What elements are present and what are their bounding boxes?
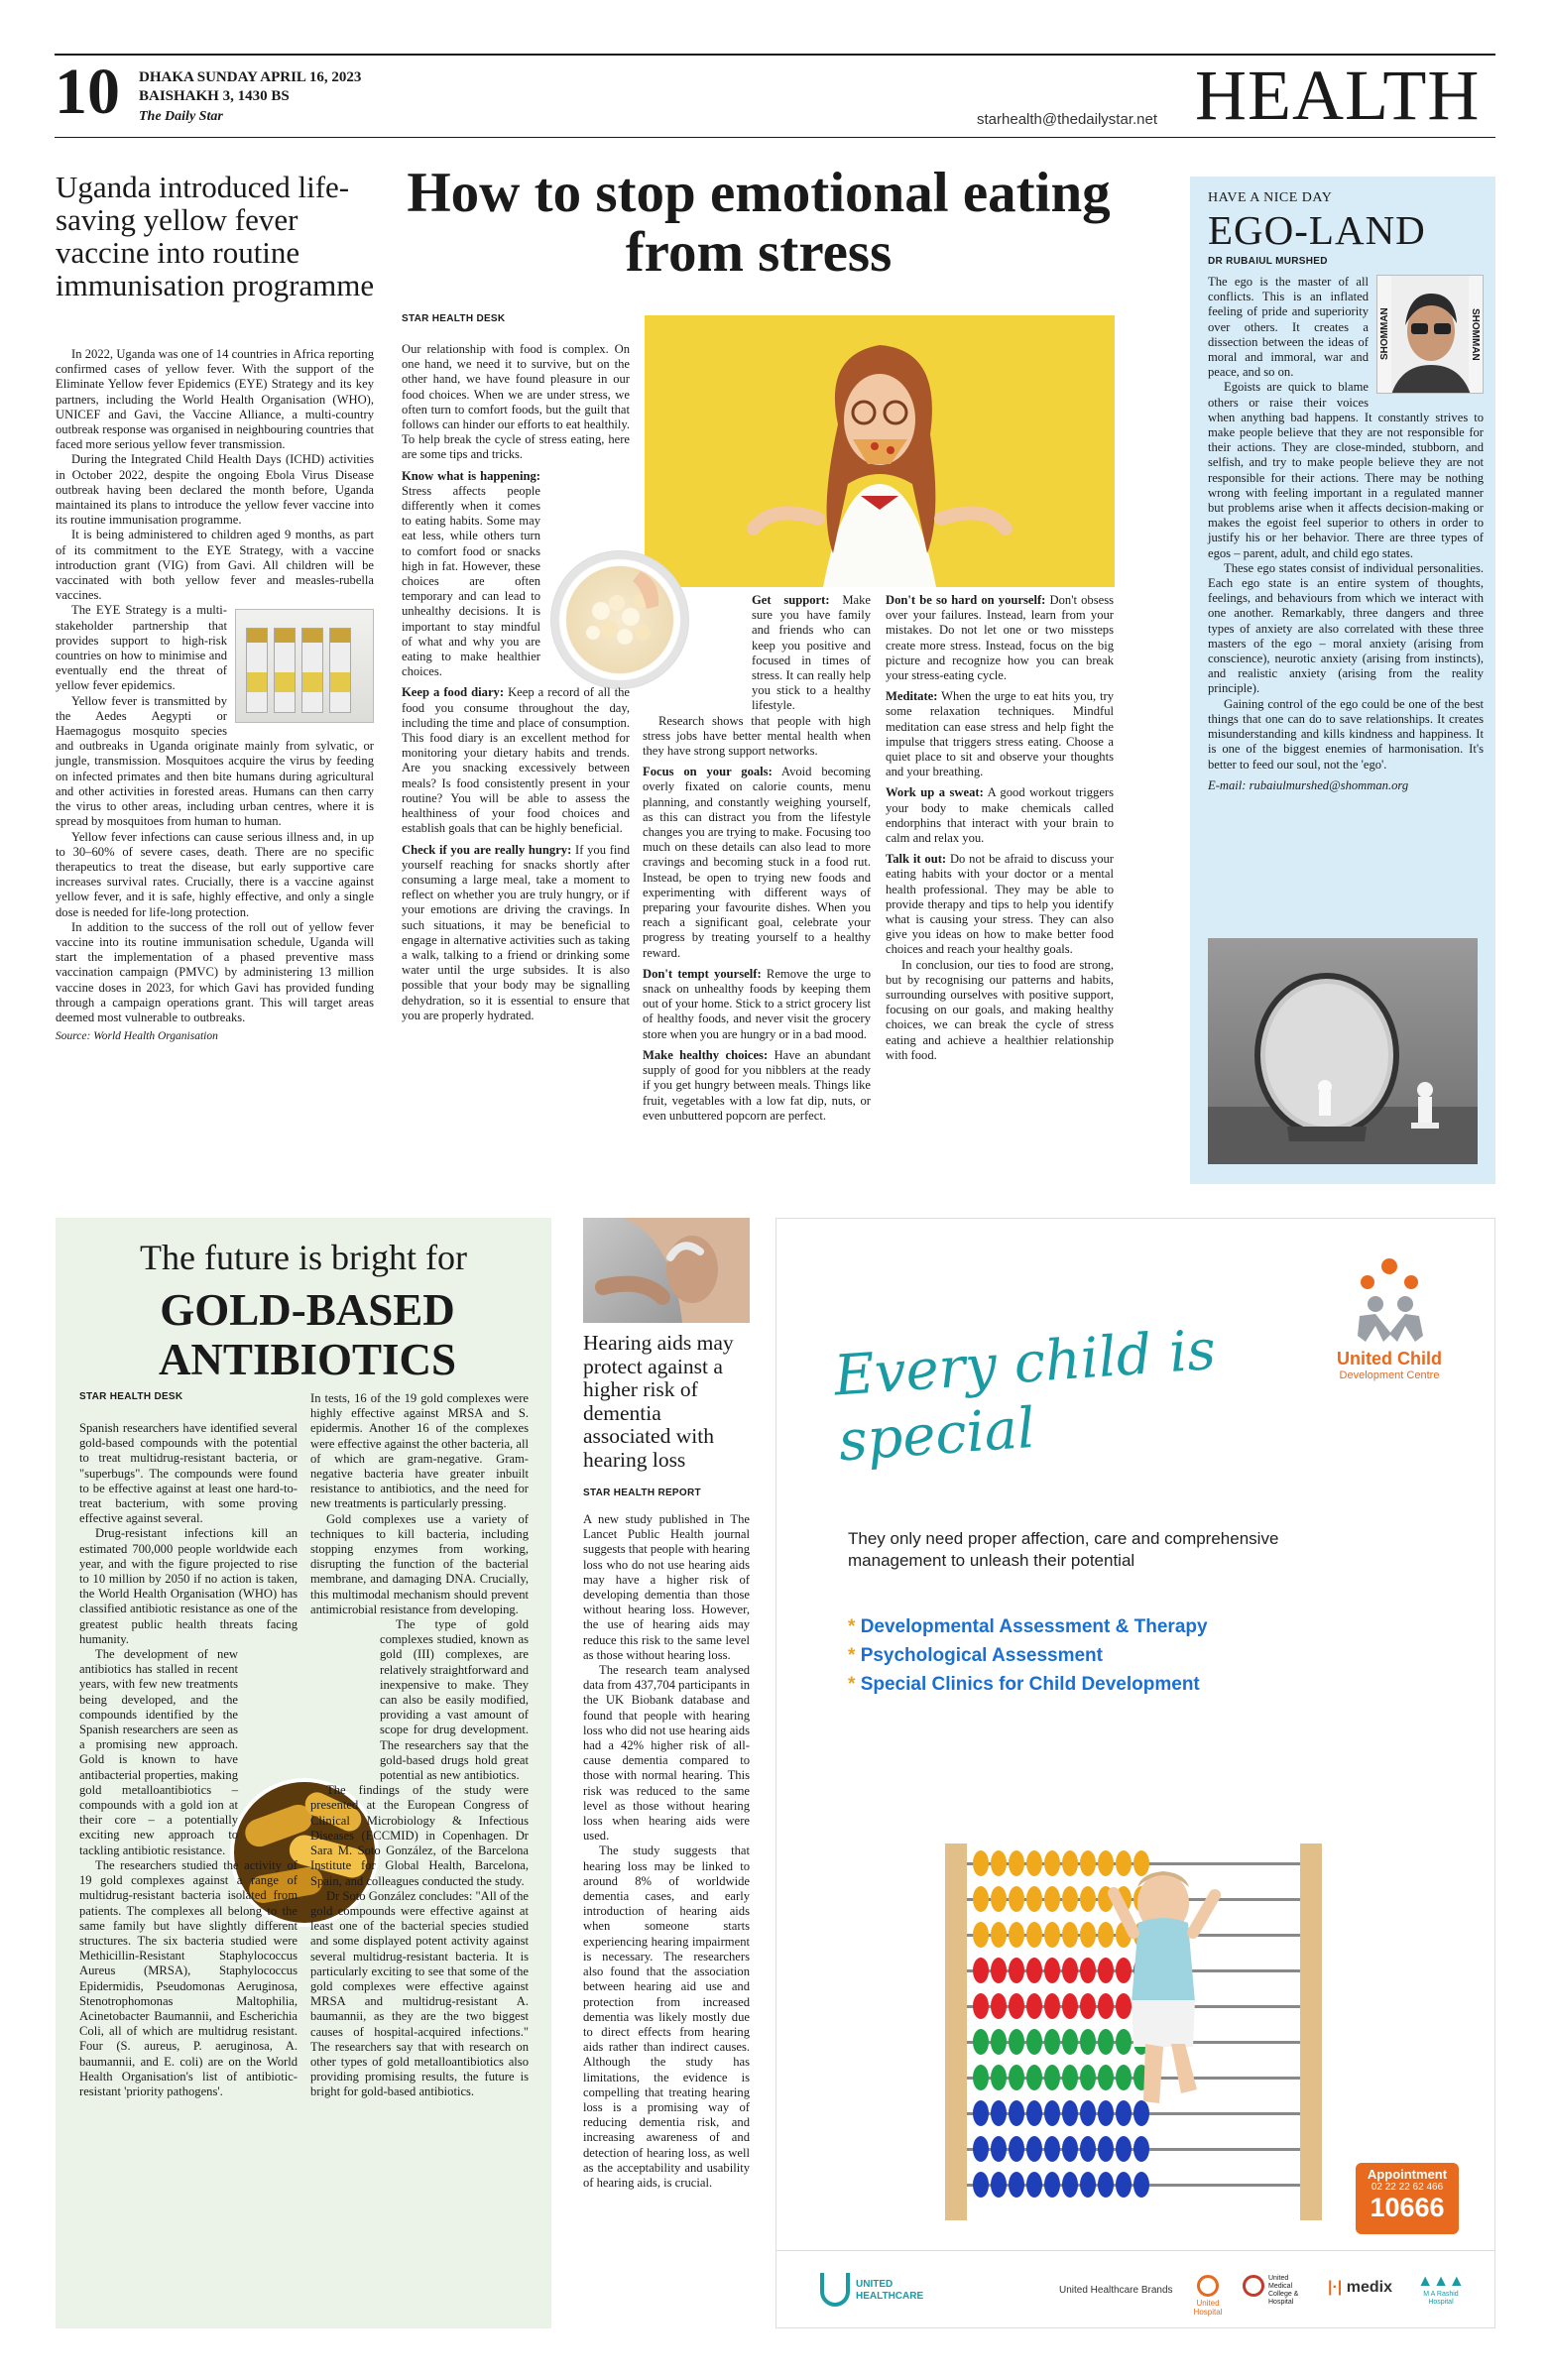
footer-logo-1: United Hospital [1185, 2275, 1231, 2317]
footer-logo-4: ▲▲▲ M A Rashid Hospital [1417, 2273, 1465, 2306]
hard-text: Don't obsess over your failures. Instead, learn from your mistakes. Do not let one or two missteps create more stress. Instead, focus on the big picture and recognize how you can break your stress-eating cycle. [886, 593, 1115, 683]
gold-p9: Dr Soto González concludes: "All of the gold compounds were effective against at least one of the bacterial species studied and some displayed potent activity against several multidrug-resistant bacteria. It is particularly exciting to see that some of the gold complexes were effective against MRSA and multidrug-resistant A. baumannii, as they are the two biggest causes of hospital-acquired infections." The researchers say that with research on other types of gold metalloantibiotics also providing promising results, the future is bright for gold-based antibiotics. [310, 1888, 529, 2099]
support-text: Make sure you have family and friends who can keep you positive and focused in times of stress. It can really help you stick to a healthy lifestyle. [752, 593, 871, 713]
footer-label: United Healthcare Brands [1059, 2285, 1173, 2296]
gold-p2: Drug-resistant infections kill an estimated 700,000 people worldwide each year, and with the figure projected to rise to 10 million by 2050 if no action is taken, the World Health Organisation (WHO) has classified antibiotic resistance as one of the greatest public health threats facing humanity. [79, 1526, 298, 1646]
emotional-col3 [886, 593, 1114, 1063]
egoland-p1: The ego is the master of all conflicts. This is an inflated feeling of pride and superiority over others. It creates a dissection between the ideas of moral and immoral, war and peace, and so on. [1208, 275, 1369, 380]
talk-text: Do not be afraid to discuss your eating habits with your doctor or a mental health professional. They may be able to provide therapy and tips to help you identify what is causing your stress. They can also give you ideas on how to make better food choices and reach your healthy goals. [886, 852, 1114, 957]
photo-label-left: SHOMMAN [1377, 276, 1391, 393]
egoland-title: EGO-LAND [1208, 207, 1426, 253]
gold-p8: The findings of the study were presented at the European Congress of Clinical Microbiology & Infectious Diseases (ECCMID) in Copenhagen. Dr Sara M. Soto González, of the Barcelona Institute for Global Health, Barcelona, Spain, and colleagues conducted the study. [310, 1783, 529, 1888]
know-heading: Know what is happening: [402, 468, 540, 483]
appointment-phone: 02 22 22 62 466 [1371, 2182, 1444, 2193]
uganda-p2: During the Integrated Child Health Days (ICHD) activities in October 2022, despite the ongoing Ebola Virus Disease outbreak having been declared the month before, Uganda maintained its plans to introduce the yellow fever vaccine into its routine immunisation programme. [56, 452, 374, 528]
ad-services-list [848, 1612, 1208, 1699]
ad-brand: United Child [1337, 1349, 1442, 1368]
author-photo [1376, 275, 1484, 394]
egoland-p3: These ego states consist of individual personalities. Each ego state is an entire system of thoughts, feelings, and behaviours from which we interact with one another. Remarkably, three dangers and three types of anxiety are also correlated with these three masters of the ego – moral anxiety (arising from conscience), neurotic anxiety (arising from instincts), and realistic anxiety (arising from the reality principle). [1208, 560, 1484, 696]
ad-brand-sub: Development Centre [1339, 1369, 1440, 1381]
egoland-p2: Egoists are quick to blame others or raise their voices when anything bad happens. It constantly strives to make people believe that they are not responsible for their actions. They are close-minded, stubborn, and selfish, and try to make people believe they are not responsible for their actions. There may be nothing wrong with feeling important in a regulated manner but problems arise when it affects decision-making or makes the egoist feel superior to others in order to justify his or her behavior. There are three types of egos – parent, adult, and child ego states. [1208, 380, 1484, 560]
dateline: DHAKA SUNDAY APRIL 16, 2023 [139, 69, 362, 85]
meditate-heading: Meditate: [886, 689, 938, 704]
gold-p3: The development of new antibiotics has stalled in recent years, with few new treatments being developed, and the compounds identified by the Spanish researchers are seen as a promising new approach. Gold is known to have antibacterial properties, making gold metalloantibiotics – compounds with a gold ion at their core – a potentially exciting new approach to tackling antibiotic resistance. [79, 1647, 238, 1857]
section-title: HEALTH [1195, 56, 1481, 135]
mirror-chess-photo [1208, 938, 1478, 1164]
ad-tagline: They only need proper affection, care and comprehensive management to unleash their potential [848, 1529, 1279, 1570]
ad-service-3[interactable]: * Special Clinics for Child Development [848, 1674, 1200, 1695]
gold-headline-1: The future is bright for [140, 1238, 467, 1277]
ad-footer [776, 2250, 1495, 2328]
gold-p4: The researchers studied the activity of 19 gold complexes against a range of multidrug-resistant bacteria isolated from patients. The complexes all belong to the same family but have slightly different structures. The six bacteria studied were Methicillin-Resistant Staphylococcus Aureus (MRSA), Staphylococcus Epidermidis, Pseudomonas Aeruginosa, Stenotrophomonas Maltophilia, Acinetobacter Baumannii, and Escherichia Coli, all of which are multidrug resistant. Four (S. aureus, P. aeruginosa, A. baumannii, and E. coli) are on the World Health Organisation's list of antibiotic-resistant 'priority pathogens'. [79, 1857, 298, 2098]
emotional-col1 [402, 342, 630, 1023]
united-child-ad[interactable] [775, 1218, 1495, 2328]
gold-col1 [79, 1421, 298, 2099]
abacus-child-photo [925, 1834, 1342, 2220]
hearing-aid-photo [583, 1218, 750, 1323]
gold-p7: The type of gold complexes studied, known as gold (III) complexes, are relatively straightforward and inexpensive to make. They can also be easily modified, providing a vast amount of scope for drug development. The researchers say that the gold-based drugs hold great potential as new antibiotics. [380, 1617, 529, 1783]
appointment-hotline: 10666 [1370, 2193, 1445, 2222]
paper-name: The Daily Star [139, 109, 223, 124]
ad-service-1[interactable]: * Developmental Assessment & Therapy [848, 1616, 1208, 1637]
support-heading: Get support: [752, 593, 830, 607]
tempt-heading: Don't tempt yourself: [643, 966, 762, 981]
egoland-email[interactable]: E-mail: rubaiulmurshed@shomman.org [1208, 777, 1409, 792]
hearing-headline: Hearing aids may protect against a higher risk of dementia associated with hearing loss [583, 1331, 734, 1472]
hearing-p3: The study suggests that hearing loss may be linked to around 8% of worldwide dementia cases, and early introduction of hearing aids when someone starts experiencing hearing impairment is necessary. The researchers also found that the association between hearing aid use and protection from increased dementia was likely mostly due to direct effects from hearing aids rather than indirect causes. Although the study has limitations, the evidence is compelling that treating hearing loss is a promising way of reducing dementia risk, and increasing awareness of and detection of hearing loss, as well as the acceptability and usability of hearing aids, is crucial. [583, 1844, 750, 2190]
egoland-article [1208, 275, 1484, 793]
uganda-p1: In 2022, Uganda was one of 14 countries in Africa reporting confirmed cases of yellow fever. With the support of the Eliminate Yellow fever Epidemics (EYE) Strategy and its key partners, including the World Health Organisation (WHO), UNICEF and Gavi, the Vaccine Alliance, a multi-country outbreak response was organised in neighbouring countries that faced more serious yellow fever transmission. [56, 347, 374, 452]
vaccine-vials-photo [235, 609, 374, 723]
united-child-logo [1320, 1254, 1459, 1403]
appointment-label: Appointment [1367, 2167, 1448, 2182]
hard-heading: Don't be so hard on yourself: [886, 593, 1046, 607]
gold-col2 [310, 1391, 529, 2100]
conclusion-text: In conclusion, our ties to food are strong, but by recognising our patterns and habits, surrounding ourselves with positive support, focusing on our goals, and making healthy choices, we can break the cycle of stress eating and achieve a healthier relationship with food. [886, 957, 1114, 1062]
emotional-col2 [643, 593, 871, 1124]
uganda-article [56, 347, 374, 1044]
diary-text: Keep a record of all the food you consume throughout the day, including the time and place of consumption. This food diary is an excellent method for monitoring your dietary habits and trends. Are you snacking excessively between meals? Is food consistently present in your routine? You will be able to assess the healthiness of your food choices and establish goals that can be highly beneficial. [402, 685, 630, 836]
uganda-p3: It is being administered to children aged 9 months, as part of its commitment to the EYE Strategy, with a vaccine introduction grant (VIG) from Gavi. All children will be vaccinated with both yellow fever and measles-rubella vaccines. [56, 528, 374, 603]
gold-byline: STAR HEALTH DESK [79, 1391, 183, 1402]
uganda-p6: Yellow fever infections can cause serious illness and, in up to 30–60% of severe cases, death. There are no specific therapeutics to treat the disease, but early supportive care increases survival rates. Crucially, there is a vaccine against yellow fever, and it is safe, highly effective, and only a single dose is needed for life-long protection. [56, 829, 374, 919]
emotional-byline: STAR HEALTH DESK [402, 313, 506, 324]
bangla-date: BAISHAKH 3, 1430 BS [139, 88, 290, 104]
talk-heading: Talk it out: [886, 852, 947, 867]
tempt-text: Remove the urge to snack on unhealthy foods by keeping them out of your home. Stick to a strict grocery list of healthy foods, and never visit the grocery store when you are hungry or in a bad mood. [643, 966, 871, 1041]
know-text: Stress affects people differently when it comes to eating habits. Some may eat less, while others turn to comfort food or snacks high in fat. However, these choices are often temporary and can lead to unhealthy decisions. It is important to stay mindful of what and why you are eating to make healthier choices. [402, 483, 540, 679]
hearing-byline: STAR HEALTH REPORT [583, 1488, 701, 1498]
hearing-article [583, 1512, 750, 2191]
sweat-heading: Work up a sweat: [886, 785, 984, 800]
diary-heading: Keep a food diary: [402, 685, 505, 700]
egoland-p4: Gaining control of the ego could be one of the best things that one can do to save relationships. It creates misunderstanding and kills kindness and happiness. It is one of the biggest enemies of harmonisation. It's better to feed our soul, not the 'ego'. [1208, 696, 1484, 772]
photo-label-right: SHOMMAN [1469, 276, 1483, 393]
gold-headline-2: GOLD-BASED ANTIBIOTICS [158, 1285, 457, 1384]
research-text: Research shows that people with high stress jobs have better mental health when they have strong support networks. [643, 713, 871, 759]
appointment-badge[interactable] [1356, 2163, 1459, 2234]
egoland-author: DR RUBAIUL MURSHED [1208, 256, 1328, 267]
hearing-p1: A new study published in The Lancet Public Health journal suggests that people with hearing loss who do not use hearing aids may have a higher risk of developing dementia than those without hearing loss. However, the use of hearing aids may reduce this risk to the same level as those without hearing loss. [583, 1512, 750, 1662]
uganda-p7: In addition to the success of the roll out of yellow fever vaccine into its routine immunisation schedule, Uganda will start the implementation of a phased preventive mass vaccination campaign (PMVC) by administering 13 million vaccine doses in 2023, for which Gavi has provided funding through a campaign operations grant. This will target areas deemed most vulnerable to outbreaks. [56, 919, 374, 1024]
woman-eating-pizza-photo [645, 315, 1115, 587]
hungry-heading: Check if you are really hungry: [402, 842, 572, 857]
ad-service-2[interactable]: * Psychological Assessment [848, 1645, 1103, 1666]
egoland-box [1190, 177, 1495, 1184]
sweat-text: A good workout triggers your body to make chemicals called endorphins that interact with your brain to calm and relax you. [886, 785, 1114, 846]
choices-heading: Make healthy choices: [643, 1047, 769, 1062]
egoland-kicker: HAVE A NICE DAY [1208, 190, 1333, 205]
meditate-text: When the urge to eat hits you, try some relaxation techniques. Mindful meditation can ease stress and help fight the impulse that triggers stress eating. Choose a quiet place to sit and observe your thoughts and your breathing. [886, 689, 1115, 779]
emotional-intro: Our relationship with food is complex. On one hand, we need it to survive, but on the other hand, we have found pleasure in our food choices. When we are under stress, we often turn to comfort foods, but the guilt that follows can hinder our efforts to eat healthily. To help break the cycle of stress eating, here are some tips and tricks. [402, 342, 630, 462]
goals-heading: Focus on your goals: [643, 765, 773, 779]
footer-brand: UNITED HEALTHCARE [856, 2279, 924, 2302]
choices-text: Have an abundant supply of good for you nibblers at the ready if you get hungry between meals. Things like fruit, vegetables with a low fat dip, nuts, or even unbuttered popcorn are perfect. [643, 1047, 872, 1123]
footer-logo-3: |·| medix [1328, 2279, 1392, 2296]
goals-text: Avoid becoming overly fixated on calorie counts, menu planning, and constantly weighing yourself, as this can distract you from the lifestyle changes you are trying to make. Focusing too much on these details can also lead to more cravings and becoming stuck in a food rut. Instead, be open to trying new foods and experimenting with different ways of preparing your favourite dishes. When you reach a significant goal, celebrate your progress by treating yourself to a healthy reward. [643, 765, 871, 960]
footer-logo-2: United Medical College & Hospital [1243, 2275, 1312, 2307]
united-healthcare-icon [820, 2273, 850, 2307]
hungry-text: If you find yourself reaching for snacks shortly after consuming a large meal, take a moment to reflect on whether you are truly hungry, or if your emotions are driving the cravings. In such situations, it may be beneficial to engage in alternative activities such as taking a walk, talking to a friend or drinking some water until the urge subsides. It is also possible that your body may be signalling dehydration, so it is essential to ensure that you are properly hydrated. [402, 842, 630, 1022]
ad-script-headline: Every child is special [831, 1317, 1218, 1475]
uganda-source: Source: World Health Organisation [56, 1030, 218, 1043]
emotional-headline: How to stop emotional eating from stress [407, 162, 1111, 284]
uganda-p5: Yellow fever is transmitted by the Aedes Aegypti or Haemagogus mosquito species and outbreaks in Uganda originate mainly from sylvatic, or jungle, transmission. Mosquitoes acquire the virus by feeding on infected primates and then bite humans during agricultural and other activities in forested areas. Humans can then carry the virus to other areas, including urban centres, where it is spread by mosquitoes from human to human. [56, 693, 374, 829]
gold-p6: Gold complexes use a variety of techniques to kill bacteria, including stopping enzymes from working, disrupting the function of the bacterial membrane, and damaging DNA. Crucially, this multimodal mechanism should prevent antimicrobial resistance from developing. [310, 1511, 529, 1616]
gold-p1: Spanish researchers have identified several gold-based compounds with the potential to treat multidrug-resistant bacteria, or "superbugs". The compounds were found to be effective against at least one hard-to-treat bacterium, with some proving effective against several. [79, 1421, 298, 1526]
hearing-p2: The research team analysed data from 437,704 participants in the UK Biobank database and found that people with hearing loss who did not use hearing aids had a 42% higher risk of all-cause dementia compared to those with normal hearing. This risk was reduced to the same level as those without hearing loss when hearing aids were used. [583, 1663, 750, 1844]
uganda-headline: Uganda introduced life-saving yellow fever vaccine into routine immunisation programme [56, 170, 375, 302]
gold-p5: In tests, 16 of the 19 gold complexes were highly effective against MRSA and S. epidermis. Another 16 of the complexes were effective against the other bacteria, all of which are gram-negative. Gram-negative bacteria have greater inbuilt resistance to antibiotics, and the need for new treatments is particularly pressing. [310, 1391, 529, 1511]
uganda-p4: The EYE Strategy is a multi-stakeholder partnership that provides support to high-risk countries on how to minimise and eventually end the threat of yellow fever epidemics. [56, 603, 227, 693]
page-number: 10 [55, 56, 120, 128]
section-email[interactable]: starhealth@thedailystar.net [977, 111, 1157, 128]
